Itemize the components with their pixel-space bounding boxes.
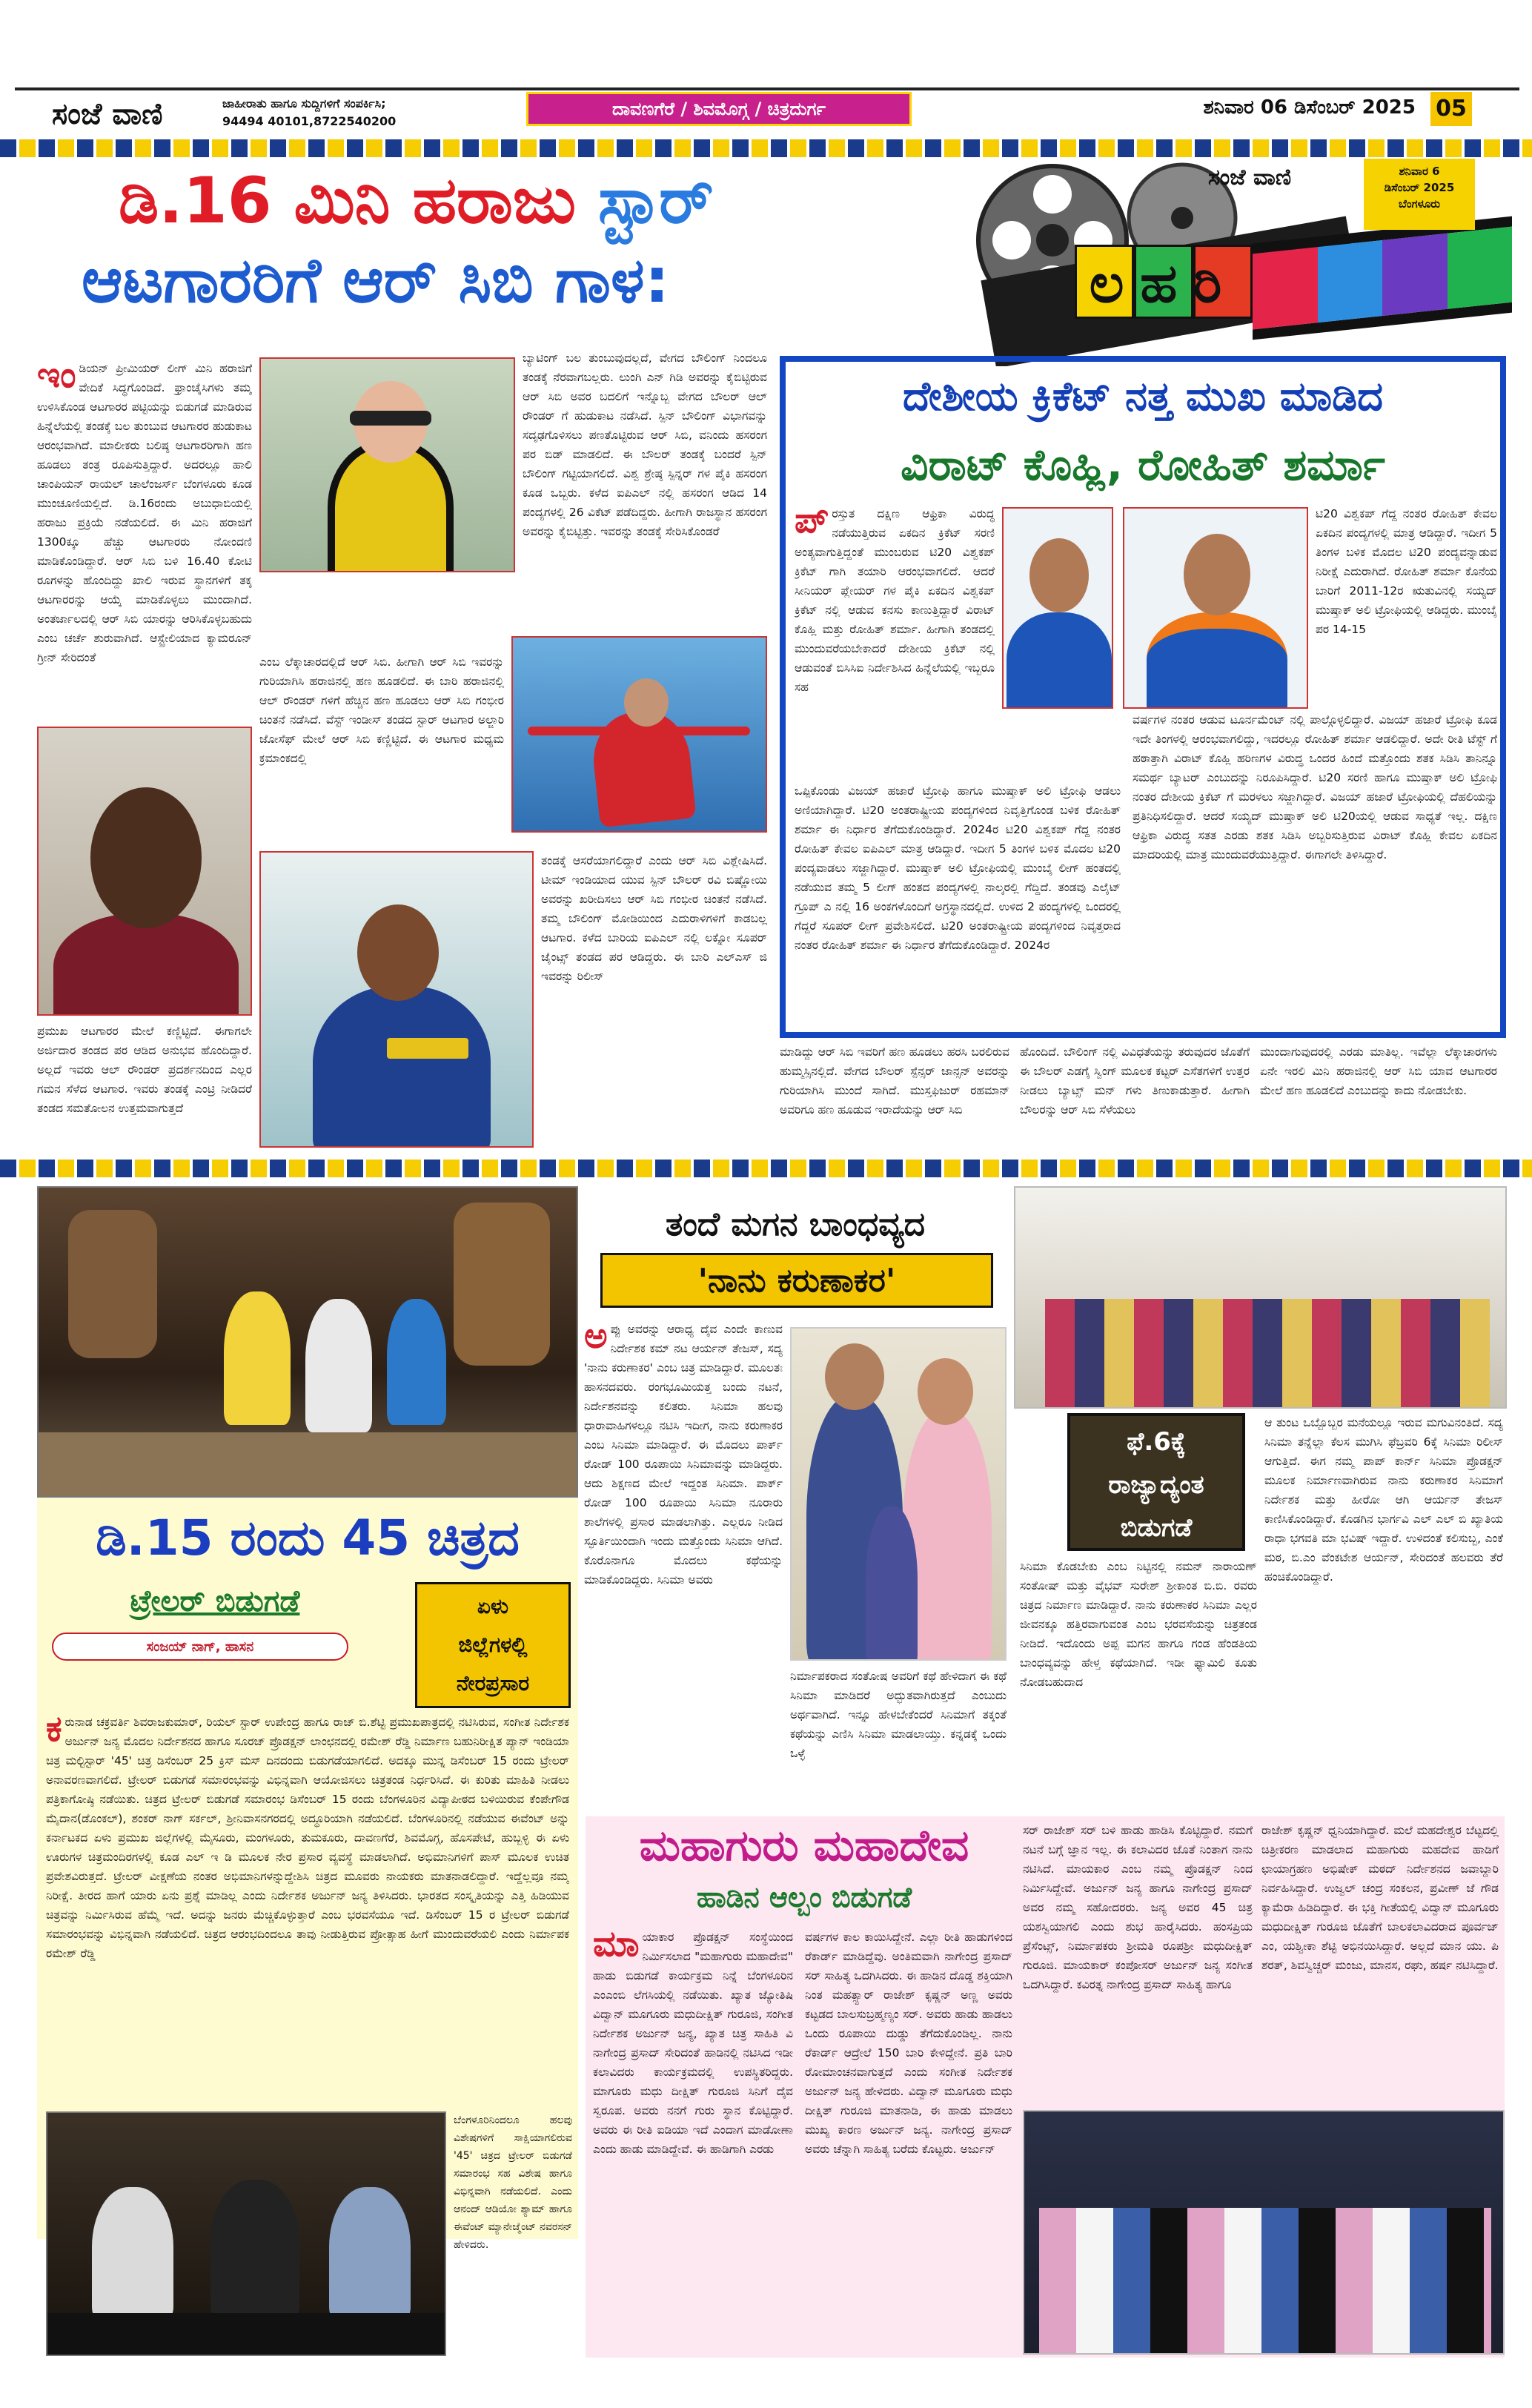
- ad-note-text: ಜಾಹೀರಾತು ಹಾಗೂ ಸುದ್ದಿಗಳಿಗೆ ಸಂಪರ್ಕಿಸಿ;: [222, 96, 386, 110]
- kohli-col-right: ಟಿ20 ವಿಶ್ವಕಪ್ ಗೆದ್ದ ನಂತರ ರೋಹಿತ್ ಕೇವಲ ಏಕದಿನ ಪಂದ್ಯಗಳಲ್ಲಿ ಮಾತ್ರ ಆಡಿದ್ದಾರೆ. ಇದೀಗ 5 ತಿಂಗಳ ಬಳಿಕ ಮೊದಲ ಟಿ20 ಪಂದ್ಯವನ್ನಾಡುವ ನಿರೀಕ್ಷೆ ಎದುರಾಗಿದೆ. ರೋಹಿತ್ ಶರ್ಮಾ ಕೊನೆಯ ಬಾರಿಗೆ 2011-12ರ ಋತುವಿನಲ್ಲಿ ಸಯ್ಯದ್ ಮುಷ್ತಾಕ್ ಅಲಿ ಟ್ರೋಫಿಯಲ್ಲಿ ಆಡಿದ್ದರು. ಮುಂಬೈ ಪರ 14-15: [1316, 507, 1497, 636]
- kohli-photo: [1002, 507, 1113, 709]
- karunakara-title: 'ನಾನು ಕರುಣಾಕರ': [697, 1261, 896, 1300]
- strip-purple: [1382, 234, 1448, 316]
- auction-col1b: ಪ್ರಮುಖ ಆಟಗಾರರ ಮೇಲೆ ಕಣ್ಣಿಟ್ಟಿದೆ. ಈಗಾಗಲೇ ಅರ್ಜಿದಾರ ತಂಡದ ಪರ ಆಡಿದ ಅನುಭವ ಹೊಂದಿದ್ದಾರೆ. ಅಲ್ಲದೆ ಇವರು ಆಲ್ ರೌಂಡರ್ ಪ್ರದರ್ಶನದಿಂದ ಎಲ್ಲರ ಗಮನ ಸೆಳೆದ ಆಟಗಾರ. ಇವರು ತಂಡಕ್ಕೆ ಎಂಟ್ರಿ ನೀಡಿದರೆ ತಂಡದ ಸಮತೋಲನ ಉತ್ತಮವಾಗುತ್ತದೆ: [37, 1025, 252, 1115]
- supplement-date-box: [1364, 159, 1475, 230]
- release-line-3: ಬಿಡುಗಡೆ: [1120, 1513, 1193, 1543]
- supplement-date: ಡಿಸೆಂಬರ್ 2025: [1384, 181, 1455, 194]
- feb6-col1: ಸಿನಿಮಾ ಕೊಡಬೇಕು ಎಂಬ ನಿಟ್ಟಿನಲ್ಲಿ ನಮನ್ ನಾರಾಯಣ್ ಸಂತೋಷ್ ಮತ್ತು ವೈಭವ್ ಸುರೇಶ್ ಶ್ರೀಕಾಂತ ಬಿ.ಬಿ. ರವರು ಚಿತ್ರದ ನಿರ್ಮಾಣ ಮಾಡಿದ್ದಾರೆ. ನಾನು ಕರುಣಾಕರ ಸಿನಿಮಾ ಎಲ್ಲರ ಜೀವನಕ್ಕೂ ಹತ್ತಿರವಾಗುವಂತ ಎಂಬ ಭರವಸೆಯನ್ನು ಚಿತ್ರತಂಡ ನೀಡಿದೆ. ಇದೊಂದು ಅಪ್ಪ ಮಗನ ಹಾಗೂ ಗಂಡ ಹೆಂಡತಿಯ ಬಾಂಧವ್ಯವನ್ನು ಹೇಳ್ತ ಕಥೆಯಾಗಿದೆ. ಇಡೀ ಫ್ಯಾಮಿಲಿ ಕೂತು ನೋಡಬಹುದಾದ: [1020, 1560, 1257, 1689]
- karunakara-col2: ನಿರ್ಮಾಪಕರಾದ ಸಂತೋಷ ಅವರಿಗೆ ಕಥೆ ಹೇಳಿದಾಗ ಈ ಕಥೆ ಸಿನಿಮಾ ಮಾಡಿದರೆ ಅದ್ಭುತವಾಗಿರುತ್ತದೆ ಎಂಬುದು ಅರ್ಥವಾಗಿದೆ. ಇನ್ನೂ ಹೇಳಬೇಕೆಂದರೆ ಸಿನಿಮಾಗೆ ತಕ್ಕಂತೆ ಕಥೆಯನ್ನು ಎಣಿಸಿ ಸಿನಿಮಾ ಮಾಡಲಾಯ್ತು. ಕನ್ನಡಕ್ಕೆ ಒಂದು ಒಳ್ಳೆ: [790, 1670, 1007, 1760]
- byline-bar: [52, 1633, 348, 1661]
- masthead: [15, 87, 1519, 90]
- movie-45-body: ಕರುನಾಡ ಚಕ್ರವರ್ತಿ ಶಿವರಾಜಕುಮಾರ್, ರಿಯಲ್ ಸ್ಟಾರ್ ಉಪೇಂದ್ರ ಹಾಗೂ ರಾಜ್ ಬಿ.ಶೆಟ್ಟಿ ಪ್ರಮುಖಪಾತ್ರದಲ್ಲಿ ನಟಿಸಿರುವ, ಸಂಗೀತ ನಿರ್ದೇಶಕ ಅರ್ಜುನ್ ಜನ್ಯ ಮೊದಲ ನಿರ್ದೇಶನದ ಹಾಗೂ ಸೂರಜ್ ಪ್ರೊಡಕ್ಷನ್ ಲಾಂಛನದಲ್ಲಿ ರಮೇಶ್ ರೆಡ್ಡಿ ನಿರ್ಮಾಣ ಬಹುನಿರೀಕ್ಷಿತ ಪ್ಯಾನ್ ಇಂಡಿಯಾ ಚಿತ್ರ ಮಲ್ಟಿಸ್ಟಾರ್ '45' ಚಿತ್ರ ಡಿಸೆಂಬರ್ 25 ಕ್ರಿಸ್ ಮಸ್ ದಿನದಂದು ಬಿಡುಗಡೆಯಾಗಲಿದೆ. ಅದಕ್ಕೂ ಮುನ್ನ ಡಿಸೆಂಬರ್ 15 ರಂದು ಟ್ರೇಲರ್ ಅನಾವರಣವಾಗಲಿದೆ. ಟ್ರೇಲರ್ ಬಿಡುಗಡೆ ಸಮಾರಂಭವನ್ನು ವಿಭಿನ್ನವಾಗಿ ಆಯೋಜಿಸಲು ಚಿತ್ರತಂಡ ನಿರ್ಧರಿಸಿದೆ. ಈ ಕುರಿತು ಮಾಹಿತಿ ನೀಡಲು ಪತ್ರಿಕಾಗೋಷ್ಠಿ ನಡೆಯಿತು. ಚಿತ್ರದ ಟ್ರೇಲರ್ ಬಿಡುಗಡೆ ಸಮಾರಂಭ ಡಿಸೆಂಬರ್ 15 ರಂದು ಬೆಂಗಳೂರಿನ ವಿದ್ಯಾಪೀಠದ ಬಳಿಯಿರುವ ಕೆಂಪೇಗೌಡ ಮೈದಾನ(ಡೊಂಕಲ್), ಶಂಕರ್ ನಾಗ್ ಸರ್ಕಲ್, ಶ್ರೀನಿವಾಸನಗರದಲ್ಲಿ ಅದ್ಧೂರಿಯಾಗಿ ನಡೆಯಲಿದೆ. ಬೆಂಗಳೂರಿನಲ್ಲಿ ನಡೆಯುವ ಈವೆಂಟ್ ಅನ್ನು ಕರ್ನಾಟಕದ ಏಳು ಪ್ರಮುಖ ಜಿಲ್ಲೆಗಳಲ್ಲಿ ಮೈಸೂರು, ಮಂಗಳೂರು, ತುಮಕೂರು, ದಾವಣಗೆರೆ, ಶಿವಮೊಗ್ಗ, ಹೊಸಪೇಟೆ, ಹುಬ್ಬಳ್ಳಿ ಈ ಏಳು ಊರುಗಳ ಚಿತ್ರಮಂದಿರಗಳಲ್ಲಿ ಕೂಡ ಎಲ್ ಇ ಡಿ ಮೂಲಕ ನೇರ ಪ್ರಸಾರ ವ್ಯವಸ್ಥೆ ಮಾಡಲಾಗಿದೆ. ಅಭಿಮಾನಿಗಳಿಗೆ ಪಾಸ್ ಮೂಲಕ ಉಚಿತ ಪ್ರವೇಶವಿರುತ್ತದೆ. ಟ್ರೇಲರ್ ವೀಕ್ಷಣೆಯ ನಂತರ ಅಭಿಮಾನಿಗಳನ್ನುದ್ದೇಶಿಸಿ ಚಿತ್ರದ ಮೂವರು ನಾಯಕರು ಮಾತನಾಡಲಿದ್ದಾರೆ. ಇದ್ದೆಲ್ಲವೂ ನಮ್ಮ ನಿರೀಕ್ಷೆ. ತೀರದ ಹಾಗೆ ಯಾರು ಏನು ಪ್ರಶ್ನೆ ಮಾಡಿಲ್ಲ ಎಂದು ನಿರ್ದೇಶಕ ಅರ್ಜುನ್ ಜನ್ಯ ತಿಳಿಸಿದರು. ಭಾರತದ ಸಂಸ್ಕೃತಿಯನ್ನು ಎತ್ತಿ ಹಿಡಿಯುವ ಚಿತ್ರವನ್ನು ನಿರ್ಮಿಸಿರುವ ಹೆಮ್ಮೆ ಇದೆ. ಅದನ್ನು ಜನರು ಮೆಚ್ಚಿಕೊಳ್ಳುತ್ತಾರೆ ಎಂಬ ಭರವಸೆಯೂ ಇದೆ. ಡಿಸೆಂಬರ್ 15 ರ ಟ್ರೇಲರ್ ಬಿಡುಗಡೆ ಸಮಾರಂಭವನ್ನು ವಿಭಿನ್ನವಾಗಿ ನಡೆಯಲಿದೆ. ಚಿತ್ರದ ಆರಂಭದಿಂದಲೂ ತಾವು ನೀಡುತ್ತಿರುವ ಪ್ರೋತ್ಸಾಹ ಹೀಗೆ ಮುಂದುವರೆಯಲಿ ಎಂದು ನಿರ್ಮಾಪಕ ರಮೇಶ್ ರೆಡ್ಡಿ: [46, 1713, 569, 1960]
- kohli-headline-1: ದೇಶೀಯ ಕ್ರಿಕೆಟ್ ನತ್ತ ಮುಖ ಮಾಡಿದ: [902, 373, 1384, 420]
- auction-bottom-c1: ಮಾಡಿದ್ದು ಆರ್ ಸಿಬಿ ಇವರಿಗೆ ಹಣ ಹೂಡಲು ಹರಸಿ ಬರಲಿರುವ ಹುಮ್ಮಸ್ಸಿನಲ್ಲಿದೆ. ವೇಗದ ಬೌಲರ್ ಸ್ಪೆನ್ಸರ್ ಜಾನ್ಸನ್ ಅವರನ್ನು ಗುರಿಯಾಗಿಸಿ ಮುಂದೆ ಸಾಗಿದೆ. ಮುಸ್ತಫಿಜುರ್ ರಹಮಾನ್ ಅವರಿಗೂ ಹಣ ಹೂಡುವ ಇರಾದೆಯನ್ನು ಆರ್ ಸಿಬಿ: [780, 1045, 1009, 1117]
- masthead-logo: [52, 93, 215, 135]
- hasaranga-photo: [259, 851, 534, 1148]
- byline-text: ಸಂಜಯ್ ನಾಗ್, ಹಾಸನ: [146, 1638, 254, 1655]
- edition-banner: [526, 92, 912, 126]
- supplement-logo: ಸಂಜೆ ವಾಣಿ: [1208, 165, 1292, 191]
- kohli-full-right: ವರ್ಷಗಳ ನಂತರ ಆಡುವ ಟೂರ್ನಮೆಂಟ್ ನಲ್ಲಿ ಪಾಲ್ಗೊಳ್ಳಲಿದ್ದಾರೆ. ವಿಜಯ್ ಹಜಾರೆ ಟ್ರೋಫಿ ಕೂಡ ಇದೇ ತಿಂಗಳಲ್ಲಿ ಆರಂಭವಾಗಲಿದ್ದು, ಇದರಲ್ಲೂ ರೋಹಿತ್ ಶರ್ಮಾ ಆಡಲಿದ್ದಾರೆ. ಅದೇ ರೀತಿ ಟೆಸ್ಟ್ ಗೆ ಹಠಾತ್ತಾಗಿ ವಿರಾಟ್ ಕೊಹ್ಲಿ ಹರಿಣಗಳ ವಿರುದ್ಧ ಒಂದರ ಹಿಂದೆ ಮತ್ತೊಂದು ಶತಕ ಸಿಡಿಸಿ ತಾನಿನ್ನೂ ಸಮರ್ಥ ಬ್ಯಾಟರ್ ಎಂಬುದನ್ನು ನಿರೂಪಿಸಿದ್ದಾರೆ. ಟಿ20 ಸರಣಿ ಹಾಗೂ ಮುಷ್ತಾಕ್ ಅಲಿ ಟ್ರೋಫಿ ನಂತರ ದೇಶೀಯ ಕ್ರಿಕೆಟ್ ಗೆ ಮರಳಲು ಸಜ್ಜಾಗಿದ್ದಾರೆ. ವಿಜಯ್ ಹಜಾರೆ ಟ್ರೋಫಿಯಲ್ಲಿ ದೆಹಲಿಯನ್ನು ಪ್ರತಿನಿಧಿಸಲಿದ್ದಾರೆ. ಆದರೆ ಸಯ್ಯದ್ ಮುಷ್ತಾಕ್ ಅಲಿ ಟಿ20ಯಲ್ಲಿ ಆಡುವ ಸಾಧ್ಯತೆ ಇಲ್ಲ. ದಕ್ಷಿಣ ಆಫ್ರಿಕಾ ವಿರುದ್ಧ ಸತತ ಎರಡು ಶತಕ ಸಿಡಿಸಿ ಅಬ್ಬರಿಸುತ್ತಿರುವ ವಿರಾಟ್ ಕೊಹ್ಲಿ ಕೇವಲ ಏಕದಿನ ಮಾದರಿಯಲ್ಲಿ ಮಾತ್ರ ಮುಂದುವರೆಯುತ್ತಿದ್ದಾರೆ. ಈಗಾಗಲೇ ತಿಳಿಸಿದ್ದಾರೆ.: [1133, 713, 1497, 861]
- live-broadcast-box: [415, 1582, 571, 1708]
- auction-bottom-c2: ಹೊಂದಿದೆ. ಬೌಲಿಂಗ್ ನಲ್ಲಿ ವಿವಿಧತೆಯನ್ನು ತರುವುದರ ಜೊತೆಗೆ ಈ ಬೌಲರ್ ಎಡಗೈ ಸ್ವಿಂಗ್ ಮೂಲಕ ಕಟ್ಟರ್ ಎಸೆತಗಳಿಗೆ ಉತ್ತರ ನೀಡಲು ಬ್ಯಾಟ್ಸ್ ಮನ್ ಗಳು ತಿಣುಕಾಡುತ್ತಾರೆ. ಹೀಗಾಗಿ ಬೌಲರನ್ನು ಆರ್ ಸಿಬಿ ಸೆಳೆಯಲು: [1020, 1045, 1250, 1117]
- cameron-green-photo: [259, 357, 515, 572]
- page-number: 05: [1430, 92, 1472, 126]
- middle-stripe: [0, 1160, 1532, 1177]
- rohit-photo: [1123, 507, 1308, 709]
- mahaguru-col2: ವರ್ಷಗಳ ಕಾಲ ಕಾಯಿಸಿದ್ದೇನೆ. ಎಲ್ಲಾ ರೀತಿ ಹಾಡುಗಳಿಂದ ರೆಕಾರ್ಡ್ ಮಾಡಿದ್ದೆವು. ಅಂತಿಮವಾಗಿ ನಾಗೇಂದ್ರ ಪ್ರಸಾದ್ ಸರ್ ಸಾಹಿತ್ಯ ಒದಗಿಸಿದರು. ಈ ಹಾಡಿನ ದೊಡ್ಡ ಶಕ್ತಿಯಾಗಿ ನಿಂತ ಮಹತ್ಸ್ಪಾರ್ ರಾಜೇಶ್ ಕೃಷ್ಣನ್ ಅಣ್ಣ ಅವರು ಕಟ್ಟಡದ ಬಾಲಸುಬ್ರಹ್ಮಣ್ಯಂ ಸರ್. ಅವರು ಹಾಡು ಹಾಡಲು ಒಂದು ರೂಪಾಯಿ ದುಡ್ಡು ತೆಗೆದುಕೊಂಡಿಲ್ಲ. ನಾನು ರೆಕಾರ್ಡ್ ಆದ್ರೇಲೆ 150 ಬಾರಿ ಕೇಳಿದ್ದೇನೆ. ಪ್ರತಿ ಬಾರಿ ರೋಮಾಂಚನವಾಗುತ್ತದೆ ಎಂದು ಸಂಗೀತ ನಿರ್ದೇಶಕ ಅರ್ಜುನ್ ಜನ್ಯ ಹೇಳಿದರು. ವಿದ್ವಾನ್ ಮೂಗೂರು ಮಧು ದೀಕ್ಷಿತ್ ಗುರೂಜಿ ಮಾತನಾಡಿ, ಈ ಹಾಡು ಮಾಡಲು ಮುಖ್ಯ ಕಾರಣ ಅರ್ಜುನ್ ಜನ್ಯ. ನಾಗೇಂದ್ರ ಪ್ರಸಾದ್ ಅವರು ಚೆನ್ನಾಗಿ ಸಾಹಿತ್ಯ ಬರೆದು ಕೊಟ್ಟರು. ಅರ್ಜುನ್: [805, 1931, 1012, 2156]
- family-photo: [790, 1327, 1007, 1661]
- release-line-2: ರಾಜ್ಯಾದ್ಯಂತ: [1108, 1470, 1204, 1500]
- ad-phones: 94494 40101,8722540200: [222, 114, 397, 128]
- auction-col2b: ಎಂಬ ಲೆಕ್ಕಾಚಾರದಲ್ಲಿದೆ ಆರ್ ಸಿಬಿ. ಹೀಗಾಗಿ ಆರ್ ಸಿಬಿ ಇವರನ್ನು ಗುರಿಯಾಗಿಸಿ ಹರಾಜಿನಲ್ಲಿ ಹಣ ಹೂಡಲಿದೆ. ಈ ಬಾರಿ ಹರಾಜಿನಲ್ಲಿ ಆಲ್ ರೌಂಡರ್ ಗಳಿಗೆ ಹೆಚ್ಚಿನ ಹಣ ಹೂಡಲು ಆರ್ ಸಿಬಿ ಗಂಭೀರ ಚಿಂತನೆ ನಡೆಸಿದೆ. ವೆಸ್ಟ್ ಇಂಡೀಸ್ ತಂಡದ ಸ್ಟಾರ್ ಆಟಗಾರ ಅಲ್ಜಾರಿ ಜೋಸೆಫ್ ಮೇಲೆ ಆರ್ ಸಿಬಿ ಕಣ್ಣಿಟ್ಟಿದೆ. ಈ ಆಟಗಾರ ಮಧ್ಯಮ ಕ್ರಮಾಂಕದಲ್ಲಿ: [259, 655, 504, 765]
- box-line-2: ಜಿಲ್ಲೆಗಳಲ್ಲಿ: [458, 1633, 528, 1657]
- auction-col1: ಇಂಡಿಯನ್ ಪ್ರೀಮಿಯರ್ ಲೀಗ್ ಮಿನಿ ಹರಾಜಿಗೆ ವೇದಿಕೆ ಸಿದ್ಧಗೊಂಡಿದೆ. ಫ್ರಾಂಚೈಸಿಗಳು ತಮ್ಮ ಉಳಿಸಿಕೊಂಡ ಆಟಗಾರರ ಪಟ್ಟಿಯನ್ನು ಬಿಡುಗಡೆ ಮಾಡಿರುವ ಹಿನ್ನೆಲೆಯಲ್ಲಿ ತಂಡಕ್ಕೆ ಬಲ ತುಂಬುವ ಆಟಗಾರರ ಹುಡುಕಾಟ ಆರಂಭವಾಗಿದೆ. ಮಾಲೀಕರು ಬಲಿಷ್ಠ ಆಟಗಾರರಿಗಾಗಿ ಹಣ ಹೂಡಲು ತಂತ್ರ ರೂಪಿಸುತ್ತಿದ್ದಾರೆ. ಅದರಲ್ಲೂ ಹಾಲಿ ಚಾಂಪಿಯನ್ ರಾಯಲ್ ಚಾಲೆಂಜರ್ಸ್ ಬೆಂಗಳೂರು ಕೂಡ ಮುಂಚೂಣಿಯಲ್ಲಿದೆ. ಡಿ.16ರಂದು ಅಬುಧಾಬಿಯಲ್ಲಿ ಹರಾಜು ಪ್ರಕ್ರಿಯೆ ನಡೆಯಲಿದೆ. ಈ ಮಿನಿ ಹರಾಜಿಗೆ 1300ಕ್ಕೂ ಹೆಚ್ಚು ಆಟಗಾರರು ನೋಂದಣಿ ಮಾಡಿಕೊಂಡಿದ್ದಾರೆ. ಆರ್ ಸಿಬಿ ಬಳಿ 16.40 ಕೋಟಿ ರೂಗಳನ್ನು ಹೊಂದಿದ್ದು ಖಾಲಿ ಇರುವ ಸ್ಥಾನಗಳಿಗೆ ತಕ್ಕ ಆಟಗಾರರನ್ನು ಆಯ್ಕೆ ಮಾಡಿಕೊಳ್ಳಲು ಮುಂದಾಗಿದೆ. ಅಂತರ್ಜಾಲದಲ್ಲಿ ಆರ್ ಸಿಬಿ ಯಾರನ್ನು ಆರಿಸಿಕೊಳ್ಳಬಹುದು ಎಂಬ ಚರ್ಚೆ ಶುರುವಾಗಿದೆ. ಆಸ್ಟ್ರೇಲಿಯಾದ ಕ್ಯಾಮರೂನ್ ಗ್ರೀನ್ ಸೇರಿದಂತೆ: [37, 359, 252, 664]
- auction-headline-1: [119, 164, 971, 238]
- auction-headline-2: ಆಟಗಾರರಿಗೆ ಆರ್ ಸಿಬಿ ಗಾಳ:: [82, 244, 670, 317]
- strip-red: [1253, 247, 1318, 329]
- album-launch-photo: [1023, 2110, 1505, 2355]
- mahaguru-col1: ಮಾಯಾಕಾರ ಪ್ರೊಡಕ್ಷನ್ ಸಂಸ್ಥೆಯಿಂದ ನಿರ್ಮಿಸಲಾದ "ಮಹಾಗುರು ಮಹಾದೇವ" ಹಾಡು ಬಿಡುಗಡೆ ಕಾರ್ಯಕ್ರಮ ನಿನ್ನೆ ಬೆಂಗಳೂರಿನ ಎಂಎಂಬಿ ಲೆಗಸಿಯಲ್ಲಿ ನಡೆಯಿತು. ಖ್ಯಾತ ಜ್ಯೋತಿಷಿ ವಿದ್ವಾನ್ ಮೂಗೂರು ಮಧುದೀಕ್ಷಿತ್ ಗುರೂಜಿ, ಸಂಗೀತ ನಿರ್ದೇಶಕ ಅರ್ಜುನ್ ಜನ್ಯ, ಖ್ಯಾತ ಚಿತ್ರ ಸಾಹಿತಿ ವಿ ನಾಗೇಂದ್ರ ಪ್ರಸಾದ್ ಸೇರಿದಂತೆ ಹಾಡಿನಲ್ಲಿ ನಟಿಸಿದ ಇಡೀ ಕಲಾವಿದರು ಕಾರ್ಯಕ್ರಮದಲ್ಲಿ ಉಪಸ್ಥಿತರಿದ್ದರು. ಮಾಗೂರು ಮಧು ದೀಕ್ಷಿತ್ ಗುರೂಜಿ ಸಿನಿಗೆ ದೈವ ಸ್ವರೂಪ. ಅವರು ನನಗೆ ಗುರು ಸ್ಥಾನ ಕೊಟ್ಟಿದ್ದಾರೆ. ಅವರು ಈ ರೀತಿ ಐಡಿಯಾ ಇದೆ ಎಂದಾಗ ಮಾಡೋಣಾ ಎಂದು ಹಾಡು ಮಾಡಿದ್ದೇವೆ. ಈ ಹಾಡಿಗಾಗಿ ಎರಡು: [593, 1928, 793, 2156]
- auction-col2: ಬ್ಯಾಟಿಂಗ್ ಬಲ ತುಂಬುವುದಲ್ಲದೆ, ವೇಗದ ಬೌಲಿಂಗ್ ನಿಂದಲೂ ತಂಡಕ್ಕೆ ನೆರವಾಗಬಲ್ಲರು. ಲುಂಗಿ ಎನ್ ಗಿಡಿ ಅವರನ್ನು ಕೈಬಿಟ್ಟಿರುವ ಆರ್ ಸಿಬಿ ಅವರ ಬದಲಿಗೆ ಇನ್ನೊಬ್ಬ ವೇಗದ ಬೌಲರ್ ಆಲ್ ರೌಂಡರ್ ಗೆ ಹುಡುಕಾಟ ನಡೆಸಿದೆ. ಸ್ಪಿನ್ ಬೌಲಿಂಗ್ ವಿಭಾಗವನ್ನು ಸದೃಢಗೊಳಿಸಲು ಪಣತೊಟ್ಟಿರುವ ಆರ್ ಸಿಬಿ, ವನಿಂದು ಹಸರಂಗ ಪರ ಬಿಡ್ ಮಾಡಲಿದೆ. ಈ ಬೌಲರ್ ತಂಡಕ್ಕೆ ಬಂದರೆ ಸ್ಪಿನ್ ಬೌಲಿಂಗ್ ಗಟ್ಟಿಯಾಗಲಿದೆ. ವಿಶ್ವ ಶ್ರೇಷ್ಠ ಸ್ಪಿನ್ನರ್ ಗಳ ಪೈಕಿ ಹಸರಂಗ ಕೂಡ ಒಬ್ಬರು. ಕಳೆದ ಐಪಿಎಲ್ ನಲ್ಲಿ ಹಸರಂಗ ಆಡಿದ 14 ಪಂದ್ಯಗಳಲ್ಲಿ 26 ವಿಕೆಟ್ ಪಡೆದಿದ್ದರು. ಹೀಗಾಗಿ ರಾಜಸ್ಥಾನ ಹಸರಂಗ ಅವರನ್ನು ಕೈಬಿಟ್ಟಿತ್ತು. ಇವರನ್ನು ತಂಡಕ್ಕೆ ಸೇರಿಸಿಕೊಂಡರೆ: [523, 351, 767, 538]
- feb6-col2: ಆ ತುಂಟ ಒಬ್ಬೊಬ್ಬರ ಮನೆಯಲ್ಲೂ ಇರುವ ಮಗುವಿನಂತಿದೆ. ಸದ್ಯ ಸಿನಿಮಾ ತನ್ನೆಲ್ಲಾ ಕೆಲಸ ಮುಗಿಸಿ ಫೆಬ್ರವರಿ 6ಕ್ಕೆ ಸಿನಿಮಾ ರಿಲೀಸ್ ಆಗುತ್ತಿದೆ. ಈಗ ನಮ್ಮ ಪಾಪ್ ಕಾರ್ನ್ ಸಿನಿಮಾ ಪ್ರೊಡಕ್ಷನ್ ಮೂಲಕ ನಿರ್ಮಾಣವಾಗಿರುವ ನಾನು ಕರುಣಾಕರ ಸಿನಿಮಾಗೆ ನಿರ್ದೇಶಕ ಮತ್ತು ಹೀರೋ ಆಗಿ ಆರ್ಯನ್ ತೇಜಸ್ ಕಾಣಿಸಿಕೊಂಡಿದ್ದಾರೆ. ಕೊಡಗಿನ ಭಾರ್ಗವಿ ಎಲ್ ಎಲ್ ಬಿ ಖ್ಯಾತಿಯ ರಾಧಾ ಭಗವತಿ ಮಾ ಭವಿಷ್ ಇದ್ದಾರೆ. ಉಳಿದಂತೆ ಕಲಿಸುಬ್ಬ, ಎಂಕೆ ಮಠ, ಬಿ.ಎಂ ವೆಂಕಟೇಶ ಆರ್ಯನ್, ಸೇರಿದಂತೆ ಹಲವರು ತೆರೆ ಹಂಚಿಕೊಂಡಿದ್ದಾರೆ.: [1264, 1416, 1503, 1584]
- supplement-city: ಬೆಂಗಳೂರು: [1398, 197, 1441, 211]
- auction-headline-1b: ಸ್ಟಾರ್: [597, 164, 714, 238]
- team-group-photo: [1014, 1186, 1507, 1409]
- auction-headline-1a: ಡಿ.16 ಮಿನಿ ಹರಾಜು: [119, 164, 577, 238]
- strip-green: [1448, 227, 1513, 309]
- bowler-photo: [511, 636, 767, 833]
- movie-45-headline-2: ಟ್ರೇಲರ್ ಬಿಡುಗಡೆ: [130, 1584, 300, 1618]
- box-line-3: ನೇರಪ್ರಸಾರ: [456, 1671, 530, 1696]
- logo-text: ಸಂಜೆ ವಾಣಿ: [52, 97, 163, 131]
- auction-col2c: ತಂಡಕ್ಕೆ ಆಸರೆಯಾಗಲಿದ್ದಾರೆ ಎಂದು ಆರ್ ಸಿಬಿ ವಿಶ್ಲೇಷಿಸಿದೆ. ಟೀಮ್ ಇಂಡಿಯಾದ ಯುವ ಸ್ಪಿನ್ ಬೌಲರ್ ರವಿ ಬಿಷ್ಣೋಯಿ ಅವರನ್ನು ಖರೀದಿಸಲು ಆರ್ ಸಿಬಿ ಗಂಭೀರ ಚಿಂತನೆ ನಡೆಸಿದೆ. ತಮ್ಮ ಬೌಲಿಂಗ್ ಮೋಡಿಯಿಂದ ಎದುರಾಳಿಗಳಿಗೆ ಕಾಡಬಲ್ಲ ಆಟಗಾರ. ಕಳೆದ ಬಾರಿಯ ಐಪಿಎಲ್ ನಲ್ಲಿ ಲಕ್ನೋ ಸೂಪರ್ ಜೈಂಟ್ಸ್ ತಂಡದ ಪರ ಆಡಿದ್ದರು. ಈ ಬಾರಿ ಎಲ್ಎಸ್ ಜಿ ಇವರನ್ನು ರಿಲೀಸ್: [541, 854, 767, 983]
- karunakara-col1: ಅಪ್ಪು ಅವರನ್ನು ಆರಾಧ್ಯ ದೈವ ಎಂದೇ ಕಾಣುವ ನಿರ್ದೇಶಕ ಕಮ್ ನಟ ಆರ್ಯನ್ ತೇಜಸ್, ಸದ್ಯ 'ನಾನು ಕರುಣಾಕರ' ಎಂಬ ಚಿತ್ರ ಮಾಡಿದ್ದಾರೆ. ಮೂಲತಃ ಹಾಸನದವರು. ರಂಗಭೂಮಿಯತ್ತ ಬಂದು ನಟನೆ, ನಿರ್ದೇಶನವನ್ನು ಕಲಿತರು. ಸಿನಿಮಾ ಹಲವು ಧಾರಾವಾಹಿಗಳಲ್ಲೂ ನಟಿಸಿ ಇದೀಗ, ನಾನು ಕರುಣಾಕರ ಎಂಬ ಸಿನಿಮಾ ಮಾಡಿದ್ದಾರೆ. ಈ ಮೊದಲು ಪಾರ್ಕ್ ರೋಡ್ 100 ರೂಪಾಯಿ ಸಿನಿಮಾವನ್ನು ಮಾಡಿದ್ದರು. ಆದು ಶಿಕ್ಷಣದ ಮೇಲೆ ಇದ್ದಂತ ಸಿನಿಮಾ. ಪಾರ್ಕ್ ರೋಡ್ 100 ರೂಪಾಯಿ ಸಿನಿಮಾ ನೂರಾರು ಶಾಲೆಗಳಲ್ಲಿ ಪ್ರಸಾರ ಮಾಡಲಾಗಿತ್ತು. ಎಲ್ಲರೂ ನೀಡಿದ ಸ್ಫೂರ್ತಿಯಿಂದಾಗಿ ಇಂದು ಮತ್ತೊಂದು ಸಿನಿಮಾ ಆಗಿದೆ. ಕೊರೊನಾಗೂ ಮೊದಲು ಕಥೆಯನ್ನು ಮಾಡಿಕೊಂಡಿದ್ದರು. ಸಿನಿಮಾ ಅವರು: [584, 1320, 783, 1587]
- karunakara-headline-1: ತಂದೆ ಮಗನ ಬಾಂಧವ್ಯದ: [666, 1205, 925, 1243]
- top-stripe: [0, 139, 1532, 157]
- box-line-1: ಏಳು: [477, 1594, 509, 1618]
- alzarri-joseph-photo: [37, 727, 252, 1016]
- mahaguru-headline-2: ಹಾಡಿನ ಆಲ್ಬಂ ಬಿಡುಗಡೆ: [696, 1881, 912, 1914]
- press-meet-caption: ಬೆಂಗಳೂರಿನಿಂದಲೂ ಹಲವು ವಿಶೇಷಗಳಿಗೆ ಸಾಕ್ಷಿಯಾಗಲಿರುವ '45' ಚಿತ್ರದ ಟ್ರೇಲರ್ ಬಿಡುಗಡೆ ಸಮಾರಂಭ ಸಹ ವಿಶೇಷ ಹಾಗೂ ವಿಭಿನ್ನವಾಗಿ ನಡೆಯಲಿದೆ. ಎಂದು ಆನಂದ್ ಆಡಿಯೋ ಶ್ಯಾಮ್ ಹಾಗೂ ಈವೆಂಟ್ ಮ್ಯಾನೇಜ್ಮೆಂಟ್ ನವರಸನ್ ಹೇಳಿದರು.: [454, 2114, 572, 2251]
- mahaguru-col3: ಸರ್ ರಾಜೇಶ್ ಸರ್ ಬಳಿ ಹಾಡು ಹಾಡಿಸಿ ಕೊಟ್ಟಿದ್ದಾರೆ. ನಮಗೆ ನಟನೆ ಬಗ್ಗೆ ಜ್ಞಾನ ಇಲ್ಲ. ಈ ಕಲಾವಿದರ ಜೊತೆ ನಿಂತಾಗ ನಾನು ನಟಿಸಿದೆ. ಮಾಯಕಾರ ಎಂಬ ನಮ್ಮ ಪ್ರೊಡಕ್ಷನ್ ನಿಂದ ನಿರ್ಮಿಸಿದ್ದೇವೆ. ಅರ್ಜುನ್ ಜನ್ಯ ಹಾಗೂ ನಾಗೇಂದ್ರ ಪ್ರಸಾದ್ ಅವರ ನಮ್ಮ ಸಹೋದರರು. ಜನ್ಯ ಅವರ 45 ಚಿತ್ರ ಯಶಸ್ವಿಯಾಗಲಿ ಎಂದು ಶುಭ ಹಾರೈಸಿದರು. ಹಂಸಪ್ರಿಯ ಪ್ರೆಸೆಂಟ್ಸ್, ನಿರ್ಮಾಪಕರು ಶ್ರೀಮತಿ ರೂಪಶ್ರೀ ಮಧುದೀಕ್ಷಿತ್ ಗುರೂಜಿ. ಮಾಯಕಾರ್ ಕಂಪೋಸರ್ ಅರ್ಜುನ್ ಜನ್ಯ ಸಂಗೀತ ಒದಗಿಸಿದ್ದಾರೆ. ಕವಿರತ್ನ ನಾಗೇಂದ್ರ ಪ್ರಸಾದ್ ಸಾಹಿತ್ಯ ಹಾಗೂ: [1023, 1824, 1253, 1991]
- press-meet-photo: [46, 2111, 446, 2356]
- release-line-1: ಫೆ.6ಕ್ಕೆ: [1127, 1427, 1186, 1457]
- karunakara-title-box: [600, 1253, 993, 1308]
- kohli-full: ಒಪ್ಪಿಕೊಂಡು ವಿಜಯ್ ಹಜಾರೆ ಟ್ರೋಫಿ ಹಾಗೂ ಮುಷ್ತಾಕ್ ಅಲಿ ಟ್ರೋಫಿ ಆಡಲು ಅಣಿಯಾಗಿದ್ದಾರೆ. ಟಿ20 ಅಂತರಾಷ್ಟ್ರೀಯ ಪಂದ್ಯಗಳಿಂದ ನಿವೃತ್ತಿಗೊಂಡ ಬಳಿಕ ರೋಹಿತ್ ಶರ್ಮಾ ಈ ನಿರ್ಧಾರ ತೆಗೆದುಕೊಂಡಿದ್ದಾರೆ. 2024ರ ಟಿ20 ವಿಶ್ವಕಪ್ ಗೆದ್ದ ನಂತರ ರೋಹಿತ್ ಕೇವಲ ಐಪಿಎಲ್ ಮಾತ್ರ ಆಡಿದ್ದಾರೆ. ಇದೀಗ 5 ತಿಂಗಳ ಬಳಿಕ ಮೊದಲ ಟಿ20 ಪಂದ್ಯವಾಡಲು ಸಜ್ಜಾಗಿದ್ದಾರೆ. ಮುಷ್ತಾಕ್ ಅಲಿ ಟ್ರೋಫಿಯಲ್ಲಿ ಮುಂಬೈ ಲೀಗ್ ಹಂತದಲ್ಲಿ ನಡೆಯುವ ತಮ್ಮ 5 ಲೀಗ್ ಹಂತದ ಪಂದ್ಯಗಳಲ್ಲಿ ನಾಲ್ಕರಲ್ಲಿ ಗೆದ್ದಿದೆ. ತಂಡವು ಎಲೈಟ್ ಗ್ರೂಪ್ ಎ ನಲ್ಲಿ 16 ಅಂಕಗಳೊಂದಿಗೆ ಅಗ್ರಸ್ಥಾನದಲ್ಲಿದೆ. ಉಳಿದ 2 ಪಂದ್ಯಗಳಲ್ಲಿ ಒಂದರಲ್ಲಿ ಗೆದ್ದರೆ ಸೂಪರ್ ಲೀಗ್ ಪ್ರವೇಶಿಸಲಿದೆ. ಟಿ20 ಅಂತರಾಷ್ಟ್ರೀಯ ಪಂದ್ಯಗಳಿಂದ ನಿವೃತ್ತರಾದ ನಂತರ ರೋಹಿತ್ ಶರ್ಮಾ ಈ ನಿರ್ಧಾರ ತೆಗೆದುಕೊಂಡಿದ್ದಾರೆ. 2024ರ: [795, 784, 1121, 952]
- movie-45-headline-1: ಡಿ.15 ರಂದು 45 ಚಿತ್ರದ: [96, 1509, 520, 1567]
- dance-scene-photo: [37, 1186, 578, 1498]
- editions-text: ದಾವಣಗೆರೆ / ಶಿವಮೊಗ್ಗ / ಚಿತ್ರದುರ್ಗ: [612, 99, 826, 119]
- auction-bottom-c3: ಮುಂದಾಗುವುದರಲ್ಲಿ ಎರಡು ಮಾತಿಲ್ಲ. ಇವೆಲ್ಲಾ ಲೆಕ್ಕಾಚಾರಗಳು ಏನೇ ಇರಲಿ ಮಿನಿ ಹರಾಜಿನಲ್ಲಿ ಆರ್ ಸಿಬಿ ಯಾವ ಆಟಗಾರರ ಮೇಲೆ ಹಣ ಹೂಡಲಿದೆ ಎಂಬುದನ್ನು ಕಾದು ನೋಡಬೇಕು.: [1260, 1045, 1497, 1097]
- supplement-day: ಶನಿವಾರ 6: [1399, 165, 1440, 178]
- release-date-box: [1067, 1413, 1245, 1551]
- kohli-col1: ಪ್ರಸ್ತುತ ದಕ್ಷಿಣ ಆಫ್ರಿಕಾ ವಿರುದ್ಧ ನಡೆಯುತ್ತಿರುವ ಏಕದಿನ ಕ್ರಿಕೆಟ್ ಸರಣಿ ಅಂತ್ಯವಾಗುತ್ತಿದ್ದಂತೆ ಮುಂಬರುವ ಟಿ20 ವಿಶ್ವಕಪ್ ಕ್ರಿಕೆಟ್ ಗಾಗಿ ತಯಾರಿ ಆರಂಭವಾಗಲಿದೆ. ಆದರೆ ಸೀನಿಯರ್ ಪ್ಲೇಯರ್ ಗಳ ಪೈಕಿ ಏಕದಿನ ವಿಶ್ವಕಪ್ ಕ್ರಿಕೆಟ್ ನಲ್ಲಿ ಆಡುವ ಕನಸು ಕಾಣುತ್ತಿದ್ದಾರೆ ವಿರಾಟ್ ಕೊಹ್ಲಿ ಮತ್ತು ರೋಹಿತ್ ಶರ್ಮಾ. ಹೀಗಾಗಿ ತಂಡದಲ್ಲಿ ಮುಂದುವರೆಯಬೇಕಾದರೆ ದೇಶೀಯ ಕ್ರಿಕೆಟ್ ನಲ್ಲಿ ಆಡುವಂತೆ ಬಿಸಿಸಿಐ ನಿರ್ದೇಶಿಸಿದ ಹಿನ್ನೆಲೆಯಲ್ಲಿ ಇಬ್ಬರೂ ಸಹ: [795, 504, 995, 694]
- issue-date: ಶನಿವಾರ 06 ಡಿಸೆಂಬರ್ 2025: [1203, 96, 1416, 119]
- strip-blue: [1318, 240, 1383, 322]
- ad-note: [222, 95, 526, 130]
- kohli-headline-2: ವಿರಾಟ್ ಕೊಹ್ಲಿ, ರೋಹಿತ್ ಶರ್ಮಾ: [901, 440, 1385, 490]
- mahaguru-col4: ರಾಜೇಶ್ ಕೃಷ್ಣನ್ ಧ್ವನಿಯಾಗಿದ್ದಾರೆ. ಮಲೆ ಮಹದೇಶ್ವರ ಬೆಟ್ಟದಲ್ಲಿ ಚಿತ್ರೀಕರಣ ಮಾಡಲಾದ ಮಹಾಗುರು ಮಹದೇವ ಹಾಡಿಗೆ ಛಾಯಾಗ್ರಹಣ ಅಭಿಷೇಕ್ ಮಠದ್ ನಿರ್ದೇಶನದ ಜವಾಬ್ದಾರಿ ನಿರ್ವಹಿಸಿದ್ದಾರೆ. ಉಜ್ವಲ್ ಚಂದ್ರ ಸಂಕಲನ, ಪ್ರವೀಣ್ ಜೆ ಗೌಡ ಕ್ಯಾಮೆರಾ ಹಿಡಿದಿದ್ದಾರೆ. ಈ ಭಕ್ತಿ ಗೀತೆಯಲ್ಲಿ ವಿದ್ವಾನ್ ಮೂಗೂರು ಮಧುದೀಕ್ಷಿತ್ ಗುರೂಜಿ ಜೊತೆಗೆ ಬಾಲಕಲಾವಿದರಾದ ಪೂರ್ವಜ್ ಎಂ, ಯಶ್ವೀಕಾ ಶೆಟ್ಟಿ ಅಭಿನಯಿಸಿದ್ದಾರೆ. ಅಲ್ಲದೆ ಮಾನ ಯು. ಪಿ ಶರತ್, ಶಿವಸ್ವಿಚ್ಚರ್ ಮಂಜು, ಮಾನಸ, ರಘು, ಹರ್ಷ ನಟಿಸಿದ್ದಾರೆ.: [1261, 1824, 1499, 1972]
- lahari-brand: ಲಹರಿ: [1089, 252, 1238, 314]
- mahaguru-headline-1: ಮಹಾಗುರು ಮಹಾದೇವ: [639, 1820, 969, 1870]
